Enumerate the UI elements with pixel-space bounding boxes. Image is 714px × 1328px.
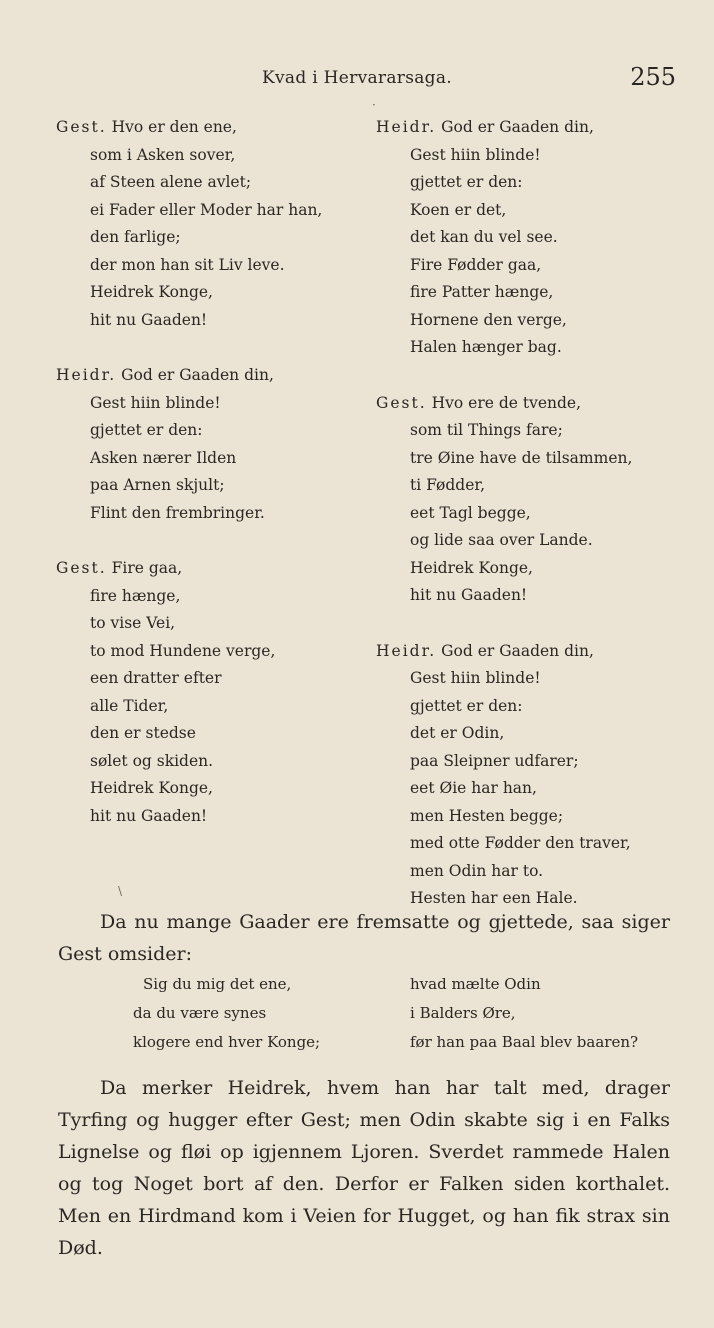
stanza — [376, 114, 686, 362]
running-header: Kvad i Hervararsaga. — [262, 68, 452, 88]
verse-line: een dratter efter — [90, 669, 222, 687]
verse-line: gjettet er den: — [410, 173, 523, 191]
verse-line: alle Tider, — [90, 696, 169, 715]
verse-text: God er Gaaden din, — [441, 641, 594, 660]
verse-line: hit nu Gaaden! — [90, 806, 208, 825]
verse-line: fire Patter hænge, — [410, 283, 554, 301]
verse-text: Hvo er den ene, — [111, 118, 237, 136]
speaker-label: Heidr. — [376, 641, 437, 660]
verse-line: den er stedse — [90, 724, 196, 742]
verse-line: og lide saa over Lande. — [410, 531, 593, 549]
verse-line: Heidrek Konge, — [90, 283, 213, 301]
stanza-first-line — [56, 555, 356, 583]
page-number: 255 — [630, 63, 676, 91]
verse-line: med otte Fødder den traver, — [410, 834, 631, 852]
verse-text: Fire gaa, — [111, 559, 183, 577]
stanza — [56, 555, 356, 830]
verse-line: paa Sleipner udfarer; — [410, 751, 579, 770]
verse-line: som til Things fare; — [410, 421, 563, 439]
stanza — [376, 390, 686, 610]
right-column — [376, 114, 686, 941]
verse-line: ti Fødder, — [410, 476, 486, 494]
stanza — [376, 638, 686, 913]
verse-line: Hornene den verge, — [410, 310, 567, 329]
verse-line: men Odin har to. — [410, 861, 544, 880]
verse-line: i Balders Øre, — [410, 1004, 516, 1022]
verse-line: Hesten har een Hale. — [410, 889, 578, 907]
verse-line: ei Fader eller Moder har han, — [90, 200, 323, 219]
verse-line: eet Øie har han, — [410, 779, 537, 797]
stanza-first-line — [56, 362, 356, 390]
prose-paragraph: Da merker Heidrek, hvem han har talt med, drager Tyrfing og hugger efter Gest; men Odin skabte sig i en Falks Lignelse og fløi op igjennem Ljoren. Sverdet rammede Halen og tog Noget bort af den. Derfor er Falken siden korthalet. Men en Hirdmand kom i Veien for Hugget, og han fik strax sin Død. — [58, 1077, 670, 1259]
stanza-first-line — [376, 638, 686, 666]
verse-line: to vise Vei, — [90, 614, 176, 632]
verse-line: da du være synes — [133, 1004, 267, 1022]
speaker-label: Heidr. — [376, 118, 437, 136]
speaker-label: Heidr. — [56, 366, 117, 384]
stanza-first-line — [376, 114, 686, 142]
verse-line: Flint den frembringer. — [90, 503, 265, 522]
verse-line: eet Tagl begge, — [410, 503, 531, 522]
prose-paragraph: Da nu mange Gaader ere fremsatte og gjettede, saa siger Gest omsider: — [58, 911, 670, 965]
verse-line: to mod Hundene verge, — [90, 641, 276, 660]
stanza — [56, 114, 356, 334]
verse-line: Gest hiin blinde! — [90, 393, 221, 412]
verse-line: den farlige; — [90, 228, 181, 246]
verse-line: sølet og skiden. — [90, 751, 214, 770]
final-riddle-left — [133, 970, 320, 1057]
verse-line: af Steen alene avlet; — [90, 173, 252, 191]
verse-text: God er Gaaden din, — [441, 118, 594, 136]
verse-line: gjettet er den: — [410, 696, 523, 715]
stanza — [56, 362, 356, 527]
verse-line: paa Arnen skjult; — [90, 476, 225, 494]
verse-line: men Hesten begge; — [410, 806, 564, 825]
verse-line: det kan du vel see. — [410, 228, 558, 246]
verse-text: God er Gaaden din, — [121, 366, 274, 384]
verse-line: Fire Fødder gaa, — [410, 255, 542, 274]
paper-speck: \ — [118, 884, 123, 898]
verse-line: hvad mælte Odin — [410, 975, 541, 993]
verse-line: fire hænge, — [90, 586, 181, 605]
verse-line: som i Asken sover, — [90, 145, 236, 164]
stanza-first-line — [56, 114, 356, 142]
verse-line: hit nu Gaaden! — [410, 586, 528, 604]
verse-line: Heidrek Konge, — [90, 779, 213, 797]
verse-line: Gest hiin blinde! — [410, 145, 541, 164]
stanza-first-line — [376, 390, 686, 418]
verse-line: der mon han sit Liv leve. — [90, 255, 285, 274]
verse-line: Heidrek Konge, — [410, 558, 533, 577]
verse-line: Koen er det, — [410, 200, 507, 219]
speaker-label: Gest. — [56, 118, 107, 136]
verse-line: Gest hiin blinde! — [410, 669, 541, 687]
verse-text: Hvo ere de tvende, — [431, 393, 582, 412]
final-riddle-right — [410, 970, 638, 1057]
verse-line: hit nu Gaaden! — [90, 310, 208, 329]
verse-line: klogere end hver Konge; — [133, 1033, 321, 1051]
verse-line: før han paa Baal blev baaren? — [410, 1033, 639, 1051]
speaker-label: Gest. — [56, 559, 107, 577]
verse-line: Sig du mig det ene, — [143, 975, 292, 993]
paper-speck: · — [372, 98, 376, 112]
left-column — [56, 114, 356, 858]
verse-line: Asken nærer Ilden — [90, 448, 237, 467]
verse-line: gjettet er den: — [90, 421, 203, 439]
speaker-label: Gest. — [376, 393, 427, 412]
verse-line: det er Odin, — [410, 724, 505, 742]
verse-line: tre Øine have de tilsammen, — [410, 448, 633, 467]
verse-line: Halen hænger bag. — [410, 338, 562, 356]
